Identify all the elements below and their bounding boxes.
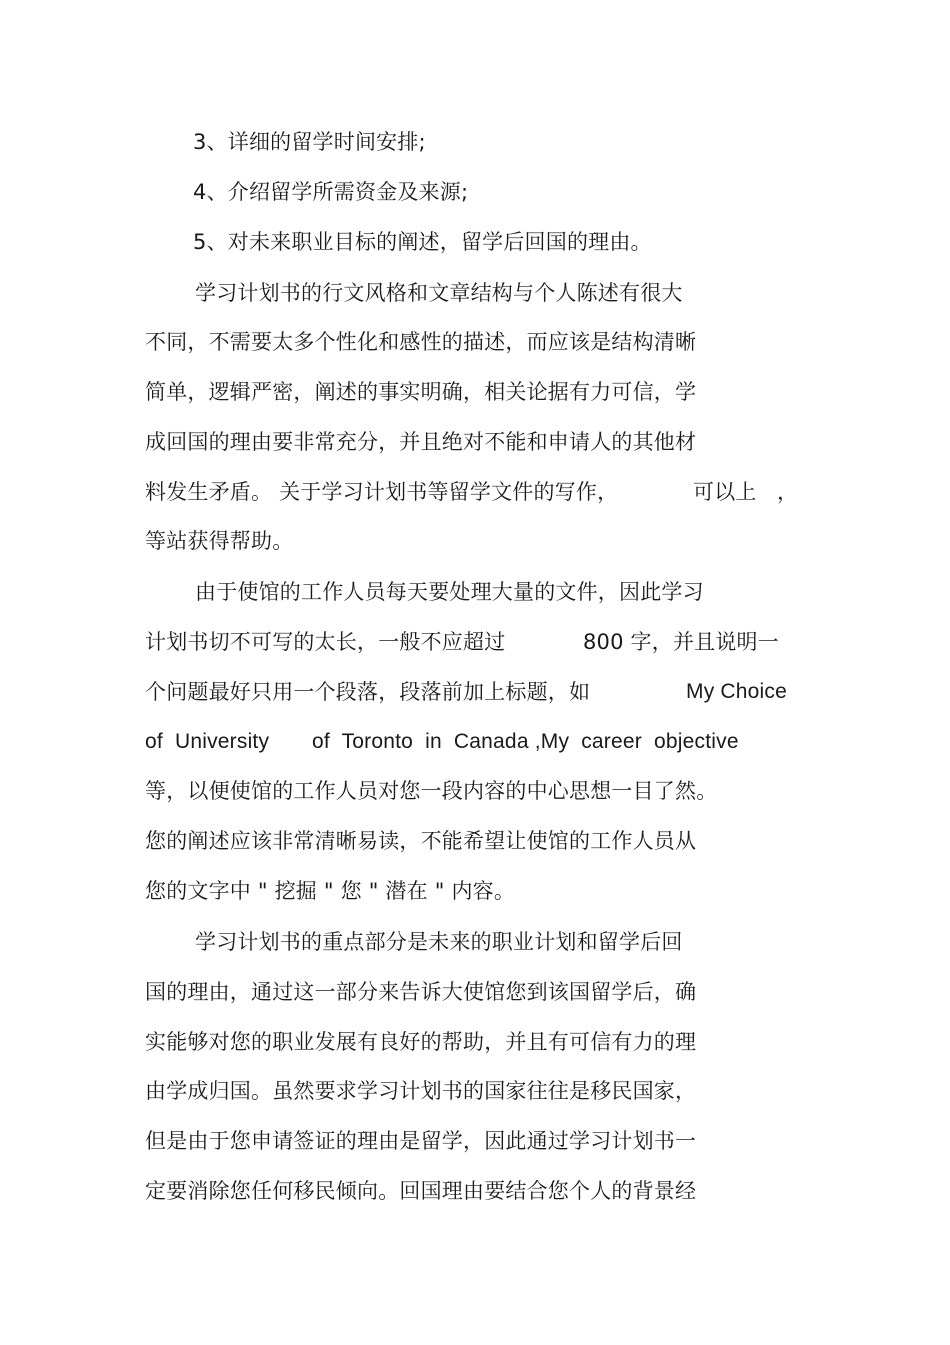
paragraph-1-line-5-comma: ， — [777, 480, 799, 504]
paragraph-2-line-4-text-b: of Toronto in Canada ,My career objective — [312, 730, 739, 753]
paragraph-2-line-4-text-a: of University — [145, 730, 270, 753]
paragraph-2-line-7: 您的文字中 " 挖掘 " 您 " 潜在 " 内容。 — [145, 879, 516, 903]
paragraph-3-line-3: 实能够对您的职业发展有良好的帮助，并且有可信有力的理 — [145, 1030, 697, 1054]
paragraph-2-line-3-title-example: My Choice — [686, 680, 787, 703]
paragraph-1-line-1: 学习计划书的行文风格和文章结构与个人陈述有很大 — [195, 281, 683, 305]
paragraph-3-line-2: 国的理由，通过这一部分来告诉大使馆您到该国留学后，确 — [145, 980, 697, 1004]
paragraph-2-line-6: 您的阐述应该非常清晰易读，不能希望让使馆的工作人员从 — [145, 829, 697, 853]
paragraph-2-line-5: 等，以便使馆的工作人员对您一段内容的中心思想一目了然。 — [145, 779, 718, 803]
paragraph-3-line-1: 学习计划书的重点部分是未来的职业计划和留学后回 — [195, 930, 683, 954]
paragraph-1-line-3: 简单，逻辑严密，阐述的事实明确，相关论据有力可信，学 — [145, 380, 697, 404]
list-item-3: 3、详细的留学时间安排; — [193, 130, 426, 154]
paragraph-2-line-2 — [145, 629, 805, 655]
paragraph-1-line-2: 不同，不需要太多个性化和感性的描述，而应该是结构清晰 — [145, 330, 697, 354]
paragraph-2-line-3-text: 个问题最好只用一个段落，段落前加上标题，如 — [145, 680, 591, 704]
list-item-4: 4、介绍留学所需资金及来源; — [193, 180, 469, 204]
paragraph-2-line-3 — [145, 679, 805, 705]
paragraph-3-line-5: 但是由于您申请签证的理由是留学，因此通过学习计划书一 — [145, 1129, 697, 1153]
paragraph-3-line-4: 由学成归国。虽然要求学习计划书的国家往往是移民国家， — [145, 1079, 697, 1103]
paragraph-1-line-4: 成回国的理由要非常充分，并且绝对不能和申请人的其他材 — [145, 430, 697, 454]
paragraph-2-line-2-text: 计划书切不可写的太长，一般不应超过 — [145, 630, 506, 654]
paragraph-1-line-5 — [145, 479, 805, 505]
paragraph-1-line-5-text-b: 可以上 — [693, 480, 757, 504]
paragraph-2-line-4 — [145, 729, 805, 755]
list-item-5: 5、对未来职业目标的阐述，留学后回国的理由。 — [193, 230, 652, 254]
paragraph-2-line-2-word-limit: 800 字，并且说明一 — [583, 630, 779, 654]
paragraph-2-line-1: 由于使馆的工作人员每天要处理大量的文件，因此学习 — [195, 580, 704, 604]
paragraph-3-line-6: 定要消除您任何移民倾向。回国理由要结合您个人的背景经 — [145, 1179, 697, 1203]
paragraph-1-line-5-text: 料发生矛盾。 关于学习计划书等留学文件的写作， — [145, 480, 619, 504]
paragraph-1-line-6: 等站获得帮助。 — [145, 529, 294, 553]
